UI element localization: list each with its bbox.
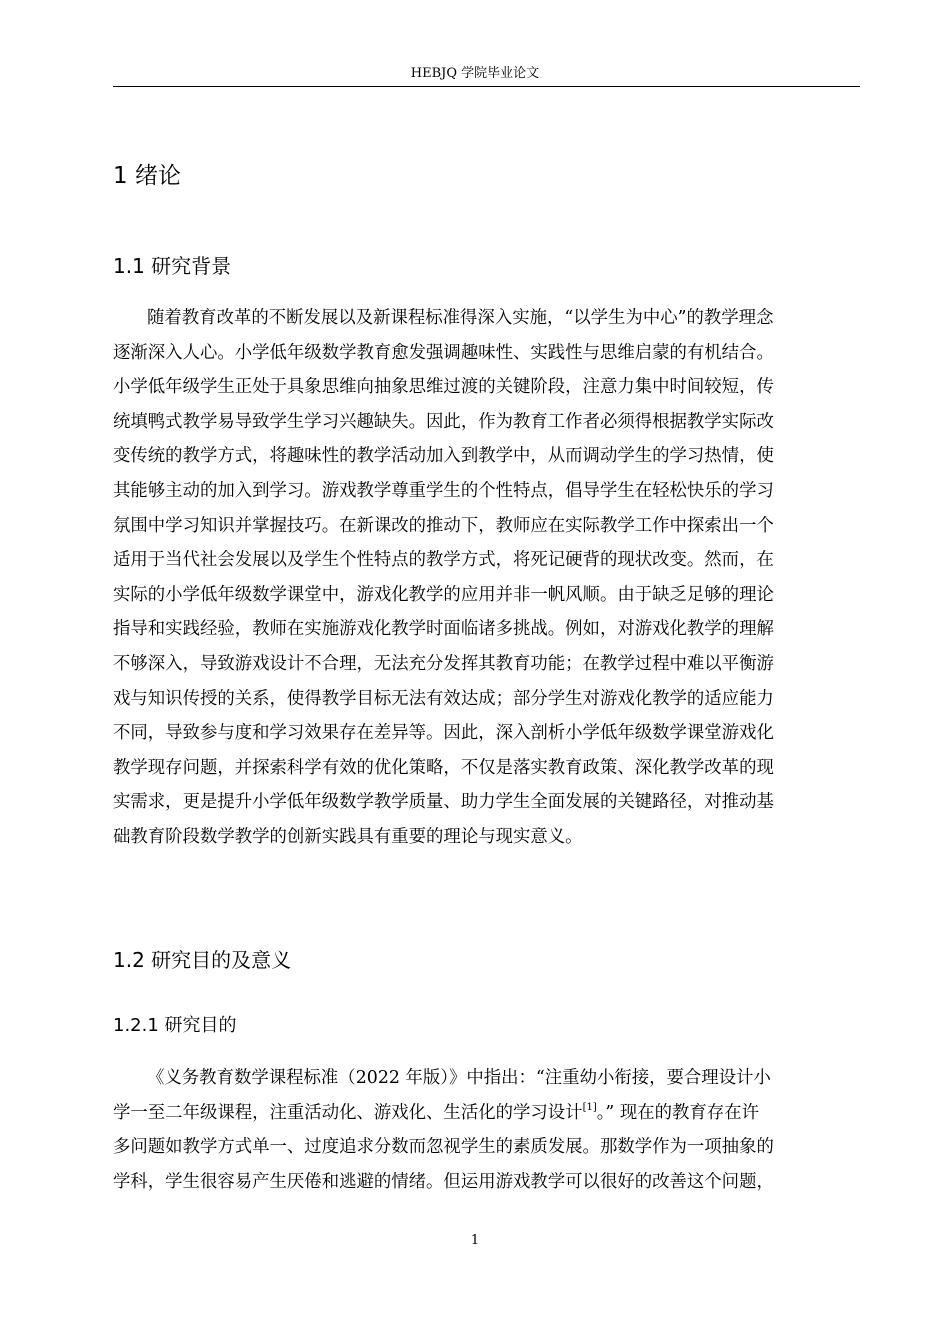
section-heading-purpose-and-significance: 1.2 研究目的及意义 — [113, 948, 292, 972]
running-header: HEBJQ 学院毕业论文 — [410, 66, 540, 81]
line-text: 。” 现在的教育存在许 — [596, 1102, 759, 1123]
paragraph-line: 逐渐深入人心。小学低年级数学教育愈发强调趣味性、实践性与思维启蒙的有机结合。 — [113, 342, 774, 363]
paragraph-line: 不同，导致参与度和学习效果存在差异等。因此，深入剖析小学低年级数学课堂游戏化 — [113, 723, 774, 744]
paragraph-line: 教学现存问题，并探索科学有效的优化策略，不仅是落实教育政策、深化教学改革的现 — [113, 757, 774, 778]
chapter-heading: 1 绪论 — [113, 163, 181, 189]
section-heading-research-background: 1.1 研究背景 — [113, 254, 232, 278]
citation-reference[interactable]: [1] — [582, 1101, 597, 1113]
paragraph-line: 不够深入，导致游戏设计不合理，无法充分发挥其教育功能；在教学过程中难以平衡游 — [113, 653, 774, 674]
subsection-heading-research-purpose: 1.2.1 研究目的 — [113, 1015, 237, 1036]
paragraph-line: 学科，学生很容易产生厌倦和逃避的情绪。但运用游戏教学可以很好的改善这个问题， — [113, 1171, 774, 1192]
line-text: 学一至二年级课程，注重活动化、游戏化、生活化的学习设计 — [113, 1102, 583, 1123]
paragraph-line: 其能够主动的加入到学习。游戏教学尊重学生的个性特点，倡导学生在轻松快乐的学习 — [113, 480, 774, 501]
paragraph-line: 实需求，更是提升小学低年级数学教学质量、助力学生全面发展的关键路径，对推动基 — [113, 792, 774, 813]
paragraph-line: 变传统的教学方式，将趣味性的教学活动加入到教学中，从而调动学生的学习热情，使 — [113, 446, 774, 467]
paragraph-line: 多问题如教学方式单一、过度追求分数而忽视学生的素质发展。那数学作为一项抽象的 — [113, 1137, 774, 1158]
paragraph-line: 统填鸭式教学易导致学生学习兴趣缺失。因此，作为教育工作者必须得根据教学实际改 — [113, 411, 774, 432]
paragraph-line: 指导和实践经验，教师在实施游戏化教学时面临诸多挑战。例如，对游戏化教学的理解 — [113, 619, 774, 640]
header-divider — [113, 86, 860, 87]
paragraph-research-background — [113, 301, 860, 855]
paragraph-line: 氛围中学习知识并掌握技巧。在新课改的推动下，教师应在实际教学工作中探索出一个 — [113, 515, 774, 536]
paragraph-line: 戏与知识传授的关系，使得教学目标无法有效达成；部分学生对游戏化教学的适应能力 — [113, 688, 774, 709]
paragraph-line: 小学低年级学生正处于具象思维向抽象思维过渡的关键阶段，注意力集中时间较短，传 — [113, 377, 774, 398]
paragraph-line: 随着教育改革的不断发展以及新课程标准得深入实施，“以学生为中心”的教学理念 — [147, 308, 774, 328]
paragraph-line: 实际的小学低年级数学课堂中，游戏化教学的应用并非一帆风顺。由于缺乏足够的理论 — [113, 584, 774, 605]
page-number: 1 — [470, 1233, 480, 1248]
paragraph-line-with-citation — [113, 1096, 860, 1131]
paragraph-line: 础教育阶段数学教学的创新实践具有重要的理论与现实意义。 — [113, 826, 583, 847]
paragraph-research-purpose — [113, 1061, 860, 1199]
paragraph-line: 适用于当代社会发展以及学生个性特点的教学方式，将死记硬背的现状改变。然而，在 — [113, 550, 774, 571]
paragraph-line: 《义务教育数学课程标准（2022 年版）》中指出：“注重幼小衔接，要合理设计小 — [147, 1068, 771, 1088]
